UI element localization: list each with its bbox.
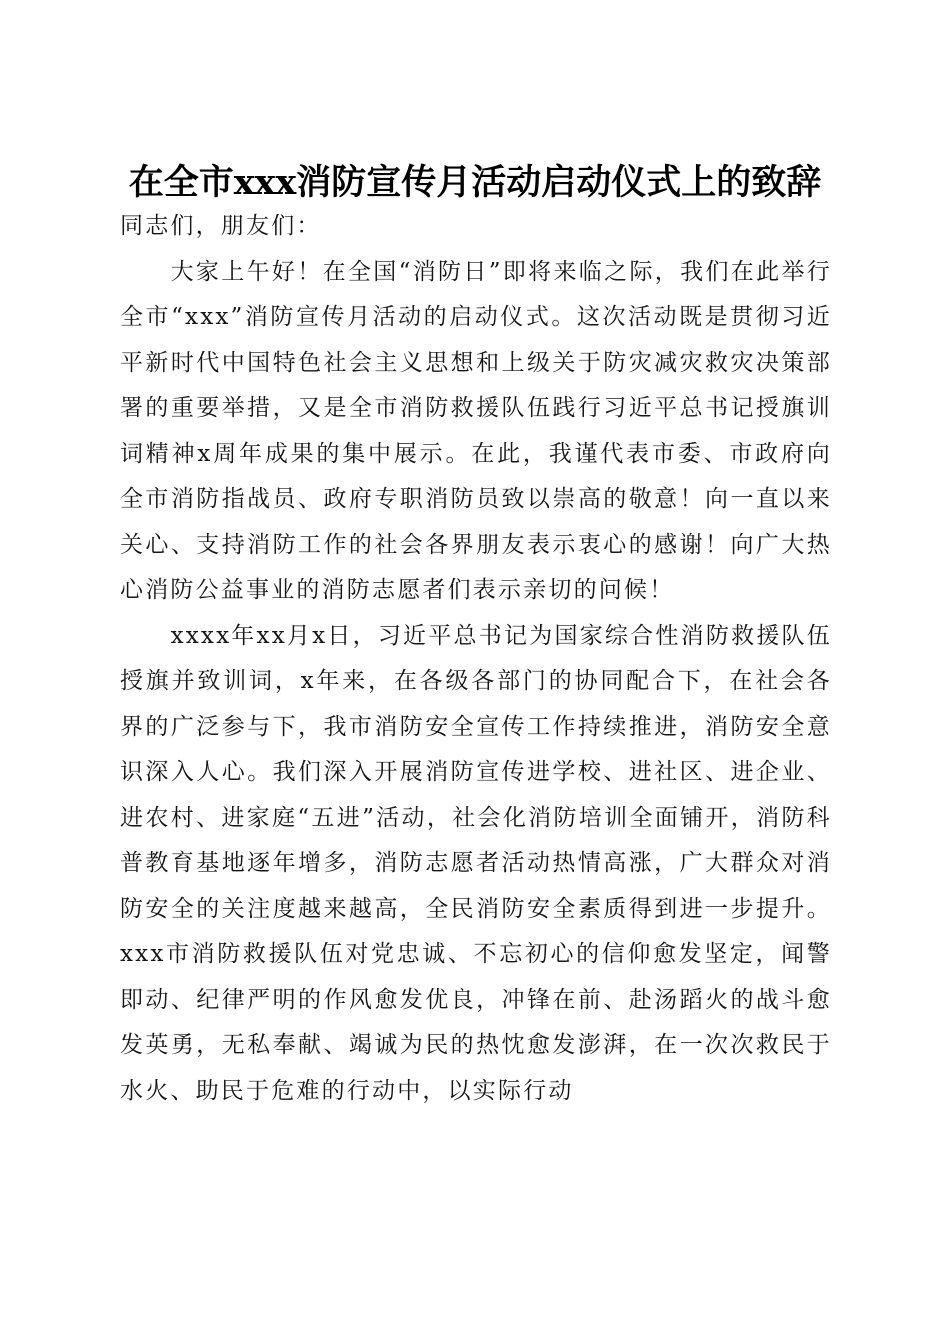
document-body bbox=[120, 204, 832, 1114]
paragraph-achievements: xxxx年xx月x日，习近平总书记为国家综合性消防救援队伍授旗并致训词，x年来，在各级各部门的协同配合下，在社会各界的广泛参与下，我市消防安全宣传工作持续推进，消防安全意识深入人心。我们深入开展消防宣传进学校、进社区、进企业、进农村、进家庭“五进”活动，社会化消防培训全面铺开，消防科普教育基地逐年增多，消防志愿者活动热情高涨，广大群众对消防安全的关注度越来越高，全民消防安全素质得到进一步提升。xxx市消防救援队伍对党忠诚、不忘初心的信仰愈发坚定，闻警即动、纪律严明的作风愈发优良，冲锋在前、赴汤蹈火的战斗愈发英勇，无私奉献、竭诚为民的热忱愈发澎湃，在一次次救民于水火、助民于危难的行动中，以实际行动 bbox=[120, 622, 832, 1104]
paragraph-greeting: 大家上午好！在全国“消防日”即将来临之际，我们在此举行全市“xxx”消防宣传月活动的启动仪式。这次活动既是贯彻习近平新时代中国特色社会主义思想和上级关于防灾减灾救灾决策部署的重要举措，又是全市消防救援队伍践行习近平总书记授旗训词精神x周年成果的集中展示。在此，我谨代表市委、市政府向全市消防指战员、政府专职消防员致以崇高的敬意！向一直以来关心、支持消防工作的社会各界朋友表示衷心的感谢！向广大热心消防公益事业的消防志愿者们表示亲切的问候！ bbox=[120, 258, 832, 603]
salutation: 同志们，朋友们： bbox=[120, 213, 322, 239]
document-title: 在全市xxx消防宣传月活动启动仪式上的致辞 bbox=[128, 162, 822, 204]
